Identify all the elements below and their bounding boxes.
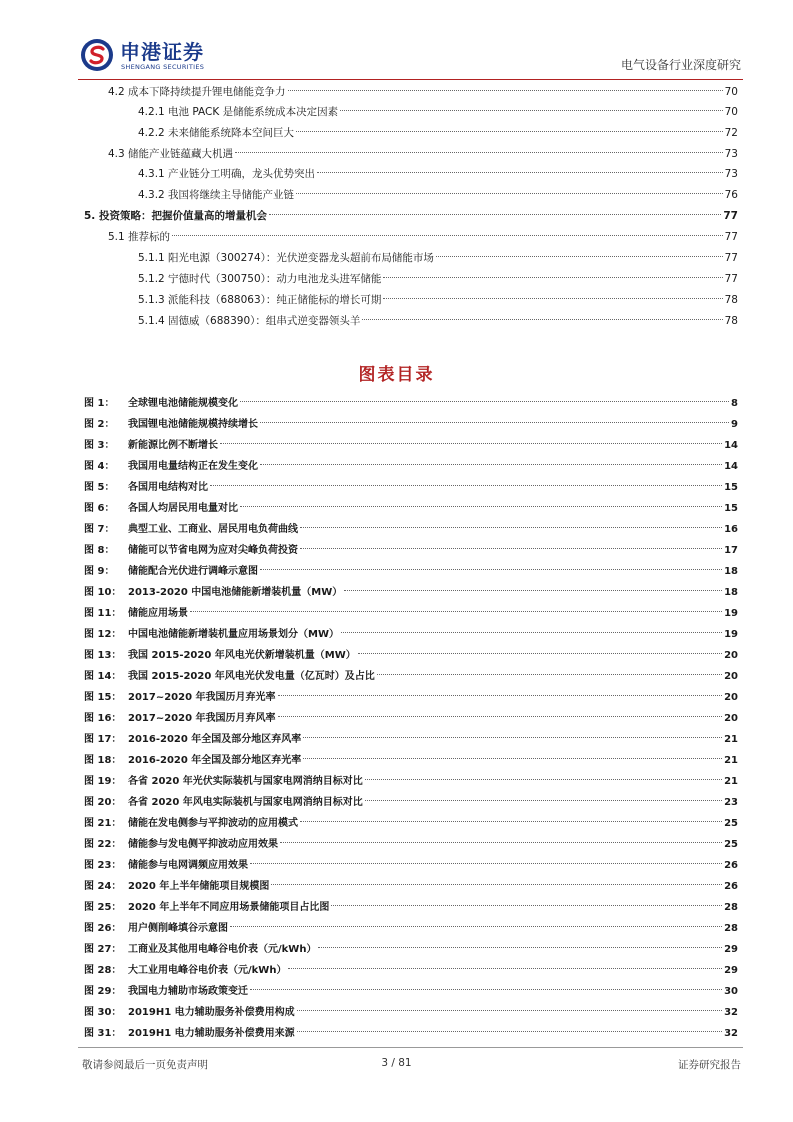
figure-number: 图 9： bbox=[84, 566, 115, 577]
toc-entry-page: 70 bbox=[724, 86, 738, 98]
figure-dot-leader bbox=[260, 464, 722, 465]
report-type: 电气设备行业深度研究 bbox=[620, 58, 741, 72]
figure-entry[interactable] bbox=[84, 414, 738, 435]
figure-title: 储能参与发电侧平抑波动应用效果 bbox=[128, 839, 278, 850]
figure-dot-leader bbox=[230, 926, 722, 927]
toc-dot-leader bbox=[383, 298, 722, 299]
toc-entry-label: 5.1.1 阳光电源（300274）：光伏逆变器龙头超前布局储能市场 bbox=[138, 252, 434, 264]
figure-title: 我国 2015-2020 年风电光伏新增装机量（MW） bbox=[128, 650, 356, 661]
toc-dot-leader bbox=[172, 235, 723, 236]
figure-entry[interactable] bbox=[84, 981, 738, 1002]
figure-number: 图 4： bbox=[84, 461, 115, 472]
figure-page: 20 bbox=[724, 650, 738, 661]
toc-entry[interactable] bbox=[138, 185, 738, 205]
figure-title: 2013-2020 中国电池储能新增装机量（MW） bbox=[128, 587, 343, 598]
figure-number: 图 24： bbox=[84, 881, 122, 892]
figure-title: 典型工业、工商业、居民用电负荷曲线 bbox=[128, 524, 298, 535]
figure-page: 21 bbox=[724, 734, 738, 745]
figure-number: 图 21： bbox=[84, 818, 122, 829]
toc-entry-label: 4.2.2 未来储能系统降本空间巨大 bbox=[138, 127, 295, 139]
figure-dot-leader bbox=[365, 779, 722, 780]
figure-page: 14 bbox=[724, 440, 738, 451]
toc-entry[interactable] bbox=[138, 164, 738, 184]
figure-entry[interactable] bbox=[84, 1002, 738, 1023]
figure-dot-leader bbox=[331, 905, 722, 906]
figure-number: 图 28： bbox=[84, 965, 122, 976]
figure-title: 新能源比例不断增长 bbox=[128, 440, 218, 451]
toc-entry[interactable] bbox=[138, 123, 738, 143]
toc-entry[interactable] bbox=[138, 290, 738, 310]
figure-dot-leader bbox=[377, 674, 722, 675]
figure-entry[interactable] bbox=[84, 603, 738, 624]
toc-dot-leader bbox=[288, 90, 723, 91]
figure-title: 各国人均居民用电量对比 bbox=[128, 503, 238, 514]
figure-entry[interactable] bbox=[84, 687, 738, 708]
figure-number: 图 16： bbox=[84, 713, 122, 724]
figure-entry[interactable] bbox=[84, 393, 738, 414]
toc-entry-page: 76 bbox=[724, 189, 738, 201]
figure-number: 图 19： bbox=[84, 776, 122, 787]
figure-dot-leader bbox=[303, 758, 722, 759]
figure-dot-leader bbox=[300, 527, 722, 528]
figure-dot-leader bbox=[240, 401, 729, 402]
figure-title: 2019H1 电力辅助服务补偿费用来源 bbox=[128, 1028, 295, 1039]
figure-entry[interactable] bbox=[84, 939, 738, 960]
figure-title: 各国用电结构对比 bbox=[128, 482, 208, 493]
figure-number: 图 18： bbox=[84, 755, 122, 766]
figure-title: 我国 2015-2020 年风电光伏发电量（亿瓦时）及占比 bbox=[128, 671, 375, 682]
figure-entry[interactable] bbox=[84, 771, 738, 792]
shengang-logo-icon bbox=[80, 38, 114, 72]
toc-dot-leader bbox=[383, 277, 722, 278]
figure-page: 23 bbox=[724, 797, 738, 808]
figure-title: 用户侧削峰填谷示意图 bbox=[128, 923, 228, 934]
figure-page: 15 bbox=[724, 503, 738, 514]
figure-dot-leader bbox=[297, 1010, 722, 1011]
figure-entry[interactable] bbox=[84, 582, 738, 603]
figure-entry[interactable] bbox=[84, 708, 738, 729]
header-divider bbox=[78, 79, 743, 80]
toc-dot-leader bbox=[436, 256, 723, 257]
figure-entry[interactable] bbox=[84, 561, 738, 582]
figure-title: 2020 年上半年储能项目规模图 bbox=[128, 881, 270, 892]
figure-number: 图 26： bbox=[84, 923, 122, 934]
figure-number: 图 10： bbox=[84, 587, 122, 598]
figure-dot-leader bbox=[220, 443, 722, 444]
figure-entry[interactable] bbox=[84, 876, 738, 897]
toc-entry-label: 4.3 储能产业链蕴藏大机遇 bbox=[108, 148, 234, 160]
figure-page: 19 bbox=[724, 629, 738, 640]
figure-dot-leader bbox=[300, 821, 722, 822]
figure-title: 我国用电量结构正在发生变化 bbox=[128, 461, 258, 472]
page-indicator: 3 / 81 bbox=[381, 1057, 412, 1069]
figure-page: 30 bbox=[724, 986, 738, 997]
figure-entry[interactable] bbox=[84, 792, 738, 813]
figure-dot-leader bbox=[280, 842, 722, 843]
toc-entry[interactable] bbox=[108, 82, 738, 102]
figure-title: 2019H1 电力辅助服务补偿费用构成 bbox=[128, 1007, 295, 1018]
figure-entry[interactable] bbox=[84, 540, 738, 561]
page-header bbox=[0, 0, 793, 80]
figure-number: 图 7： bbox=[84, 524, 115, 535]
figure-number: 图 13： bbox=[84, 650, 122, 661]
toc-entry[interactable] bbox=[138, 102, 738, 122]
toc-entry-page: 72 bbox=[724, 127, 738, 139]
figure-page: 26 bbox=[724, 860, 738, 871]
figure-title: 储能在发电侧参与平抑波动的应用模式 bbox=[128, 818, 298, 829]
toc-entry-page: 78 bbox=[724, 294, 738, 306]
figure-page: 16 bbox=[724, 524, 738, 535]
toc-dot-leader bbox=[296, 193, 723, 194]
figure-number: 图 20： bbox=[84, 797, 122, 808]
figure-title: 大工业用电峰谷电价表（元/kWh） bbox=[128, 965, 287, 976]
figure-page: 28 bbox=[724, 902, 738, 913]
figure-title: 我国电力辅助市场政策变迁 bbox=[128, 986, 248, 997]
toc-entry-page: 77 bbox=[724, 273, 738, 285]
figure-number: 图 6： bbox=[84, 503, 115, 514]
figure-title: 储能参与电网调频应用效果 bbox=[128, 860, 248, 871]
toc-entry-page: 73 bbox=[724, 148, 738, 160]
figure-entry[interactable] bbox=[84, 918, 738, 939]
toc-dot-leader bbox=[340, 110, 723, 111]
figure-entry[interactable] bbox=[84, 624, 738, 645]
figure-dot-leader bbox=[278, 695, 723, 696]
footer-divider bbox=[78, 1047, 743, 1048]
figure-dot-leader bbox=[318, 947, 722, 948]
toc-dot-leader bbox=[317, 172, 723, 173]
figure-page: 25 bbox=[724, 818, 738, 829]
figure-title: 2017~2020 年我国历月弃光率 bbox=[128, 692, 276, 703]
figure-page: 26 bbox=[724, 881, 738, 892]
figure-page: 8 bbox=[731, 398, 738, 409]
figure-dot-leader bbox=[303, 737, 722, 738]
figure-page: 20 bbox=[724, 692, 738, 703]
figure-number: 图 3： bbox=[84, 440, 115, 451]
figure-page: 14 bbox=[724, 461, 738, 472]
toc-dot-leader bbox=[269, 214, 721, 215]
figure-entry[interactable] bbox=[84, 750, 738, 771]
figure-dot-leader bbox=[260, 569, 722, 570]
toc-entry-label: 4.2.1 电池 PACK 是储能系统成本决定因素 bbox=[138, 106, 339, 118]
toc-dot-leader bbox=[296, 131, 723, 132]
toc-entry[interactable] bbox=[138, 248, 738, 268]
figure-page: 20 bbox=[724, 713, 738, 724]
brand-name-cn: 申港证券 bbox=[120, 40, 204, 64]
toc-entry[interactable] bbox=[138, 269, 738, 289]
figure-number: 图 31： bbox=[84, 1028, 122, 1039]
toc-entry-page: 77 bbox=[724, 252, 738, 264]
figure-dot-leader bbox=[210, 485, 722, 486]
toc-entry-label: 4.2 成本下降持续提升锂电储能竞争力 bbox=[108, 86, 286, 98]
brand-name-en: SHENGANG SECURITIES bbox=[121, 63, 205, 71]
figure-number: 图 30： bbox=[84, 1007, 122, 1018]
toc-entry-label: 5.1.4 固德威（688390）：组串式逆变器领头羊 bbox=[138, 315, 361, 327]
toc-entry-page: 77 bbox=[723, 210, 738, 222]
figure-page: 15 bbox=[724, 482, 738, 493]
figure-page: 25 bbox=[724, 839, 738, 850]
figure-entry[interactable] bbox=[84, 960, 738, 981]
figure-dot-leader bbox=[278, 716, 723, 717]
figure-title: 工商业及其他用电峰谷电价表（元/kWh） bbox=[128, 944, 317, 955]
figure-page: 28 bbox=[724, 923, 738, 934]
figure-number: 图 12： bbox=[84, 629, 122, 640]
figure-page: 29 bbox=[724, 944, 738, 955]
figure-entry[interactable] bbox=[84, 666, 738, 687]
figure-title: 储能可以节省电网为应对尖峰负荷投资 bbox=[128, 545, 298, 556]
figure-entry[interactable] bbox=[84, 729, 738, 750]
toc-entry[interactable] bbox=[138, 311, 738, 331]
figure-entry[interactable] bbox=[84, 477, 738, 498]
figures-list-title: 图表目录 bbox=[358, 365, 435, 385]
figure-title: 中国电池储能新增装机量应用场景划分（MW） bbox=[128, 629, 339, 640]
figure-entry[interactable] bbox=[84, 498, 738, 519]
toc-entry-page: 73 bbox=[724, 168, 738, 180]
figure-title: 全球锂电池储能规模变化 bbox=[128, 398, 238, 409]
figure-number: 图 5： bbox=[84, 482, 115, 493]
figure-number: 图 23： bbox=[84, 860, 122, 871]
toc-entry-label: 5.1.3 派能科技（688063）：纯正储能标的增长可期 bbox=[138, 294, 382, 306]
figure-page: 18 bbox=[724, 566, 738, 577]
toc-entry-label: 5.1.2 宁德时代（300750）：动力电池龙头进军储能 bbox=[138, 273, 382, 285]
figure-number: 图 8： bbox=[84, 545, 115, 556]
figure-title: 各省 2020 年风电实际装机与国家电网消纳目标对比 bbox=[128, 797, 363, 808]
figure-entry[interactable] bbox=[84, 855, 738, 876]
figure-dot-leader bbox=[250, 863, 722, 864]
figure-dot-leader bbox=[300, 548, 722, 549]
figure-title: 储能配合光伏进行调峰示意图 bbox=[128, 566, 258, 577]
figure-title: 各省 2020 年光伏实际装机与国家电网消纳目标对比 bbox=[128, 776, 363, 787]
figure-page: 32 bbox=[724, 1007, 738, 1018]
figure-number: 图 29： bbox=[84, 986, 122, 997]
figure-dot-leader bbox=[190, 611, 722, 612]
figure-dot-leader bbox=[240, 506, 722, 507]
figure-page: 29 bbox=[724, 965, 738, 976]
figure-page: 21 bbox=[724, 776, 738, 787]
figure-dot-leader bbox=[341, 632, 722, 633]
figure-entry[interactable] bbox=[84, 1023, 738, 1044]
figure-entry[interactable] bbox=[84, 435, 738, 456]
figure-dot-leader bbox=[358, 653, 722, 654]
figure-number: 图 11： bbox=[84, 608, 122, 619]
figure-page: 18 bbox=[724, 587, 738, 598]
figure-number: 图 2： bbox=[84, 419, 115, 430]
toc-entry-label: 4.3.2 我国将继续主导储能产业链 bbox=[138, 189, 295, 201]
figure-number: 图 27： bbox=[84, 944, 122, 955]
figure-dot-leader bbox=[250, 989, 722, 990]
toc-entry-page: 70 bbox=[724, 106, 738, 118]
figure-entry[interactable] bbox=[84, 519, 738, 540]
figure-page: 19 bbox=[724, 608, 738, 619]
toc-entry[interactable] bbox=[108, 144, 738, 164]
figure-entry[interactable] bbox=[84, 897, 738, 918]
figure-title: 2017~2020 年我国历月弃风率 bbox=[128, 713, 276, 724]
figure-dot-leader bbox=[365, 800, 722, 801]
figure-dot-leader bbox=[297, 1031, 722, 1032]
figure-dot-leader bbox=[271, 884, 722, 885]
figure-number: 图 14： bbox=[84, 671, 122, 682]
figure-page: 32 bbox=[724, 1028, 738, 1039]
figure-title: 2020 年上半年不同应用场景储能项目占比图 bbox=[128, 902, 330, 913]
figure-entry[interactable] bbox=[84, 813, 738, 834]
figure-title: 2016-2020 年全国及部分地区弃风率 bbox=[128, 734, 302, 745]
figure-dot-leader bbox=[288, 968, 722, 969]
toc-entry-label: 5. 投资策略：把握价值量高的增量机会 bbox=[84, 210, 267, 222]
figure-title: 2016-2020 年全国及部分地区弃光率 bbox=[128, 755, 302, 766]
figure-entry[interactable] bbox=[84, 834, 738, 855]
figure-entry[interactable] bbox=[84, 456, 738, 477]
figure-number: 图 1： bbox=[84, 398, 115, 409]
toc-dot-leader bbox=[362, 319, 722, 320]
figure-number: 图 22： bbox=[84, 839, 122, 850]
toc-entry[interactable] bbox=[108, 227, 738, 247]
toc-dot-leader bbox=[235, 152, 723, 153]
figure-page: 9 bbox=[731, 419, 738, 430]
toc-entry[interactable] bbox=[84, 206, 738, 226]
footer-disclaimer: 敬请参阅最后一页免责声明 bbox=[82, 1059, 208, 1071]
figure-page: 21 bbox=[724, 755, 738, 766]
figure-title: 储能应用场景 bbox=[128, 608, 188, 619]
footer-report-label: 证券研究报告 bbox=[678, 1059, 741, 1071]
figure-dot-leader bbox=[344, 590, 722, 591]
figure-number: 图 17： bbox=[84, 734, 122, 745]
toc-entry-label: 5.1 推荐标的 bbox=[108, 231, 171, 243]
toc-entry-page: 78 bbox=[724, 315, 738, 327]
figure-dot-leader bbox=[260, 422, 729, 423]
figure-page: 17 bbox=[724, 545, 738, 556]
figure-number: 图 15： bbox=[84, 692, 122, 703]
figure-page: 20 bbox=[724, 671, 738, 682]
figure-title: 我国锂电池储能规模持续增长 bbox=[128, 419, 258, 430]
toc-entry-page: 77 bbox=[724, 231, 738, 243]
toc-entry-label: 4.3.1 产业链分工明确，龙头优势突出 bbox=[138, 168, 316, 180]
figure-entry[interactable] bbox=[84, 645, 738, 666]
figure-number: 图 25： bbox=[84, 902, 122, 913]
